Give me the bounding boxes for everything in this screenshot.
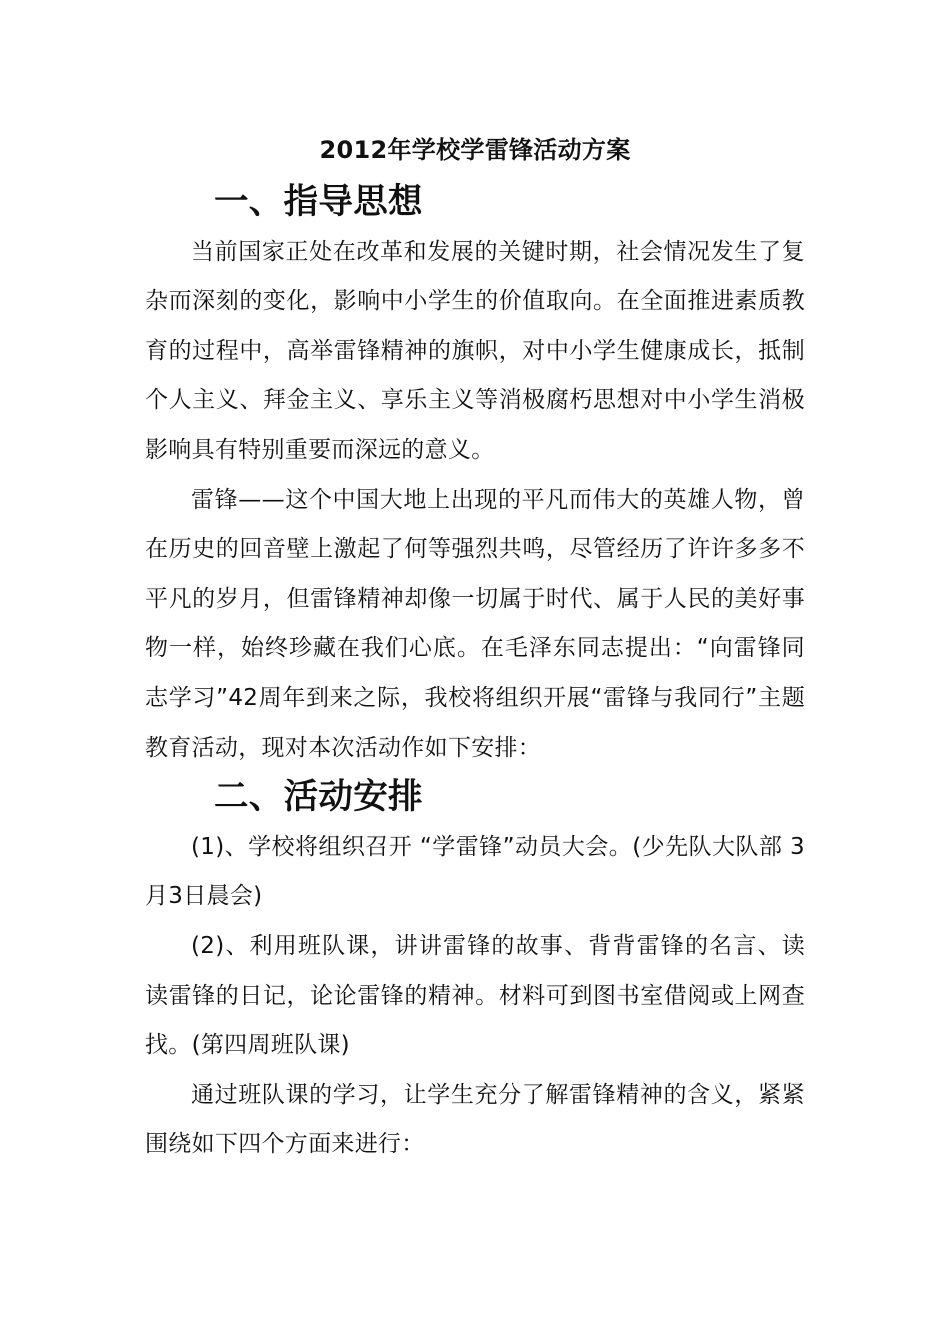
section-heading-guiding-ideology: 一、指导思想 [214,182,423,222]
document-title: 2012年学校学雷锋活动方案 [319,136,631,164]
paragraph: 雷锋——这个中国大地上出现的平凡而伟大的英雄人物，曾在历史的回音壁上激起了何等强烈共鸣，尽管经历了许许多多不平凡的岁月，但雷锋精神却像一切属于时代、属于人民的美好事物一样，始终珍藏在我们心底。在毛泽东同志提出：“向雷锋同志学习”42周年到来之际，我校将组织开展“雷锋与我同行”主题教育活动，现对本次活动作如下安排： [145,486,805,761]
paragraph: (1)、学校将组织召开 “学雷锋”动员大会。(少先队大队部 3月3日晨会) [145,833,805,910]
paragraph: 通过班队课的学习，让学生充分了解雷锋精神的含义，紧紧围绕如下四个方面来进行： [145,1081,805,1158]
document-body [145,128,805,1170]
paragraph: (2)、利用班队课，讲讲雷锋的故事、背背雷锋的名言、读读雷锋的日记，论论雷锋的精神。材料可到图书室借阅或上网查找。(第四周班队课) [145,932,805,1059]
paragraph: 当前国家正处在改革和发展的关键时期，社会情况发生了复杂而深刻的变化，影响中小学生的价值取向。在全面推进素质教育的过程中，高举雷锋精神的旗帜，对中小学生健康成长，抵制个人主义、拜金主义、享乐主义等消极腐朽思想对中小学生消极影响具有特别重要而深远的意义。 [145,238,805,463]
section-heading-activity-arrangement: 二、活动安排 [214,777,423,818]
